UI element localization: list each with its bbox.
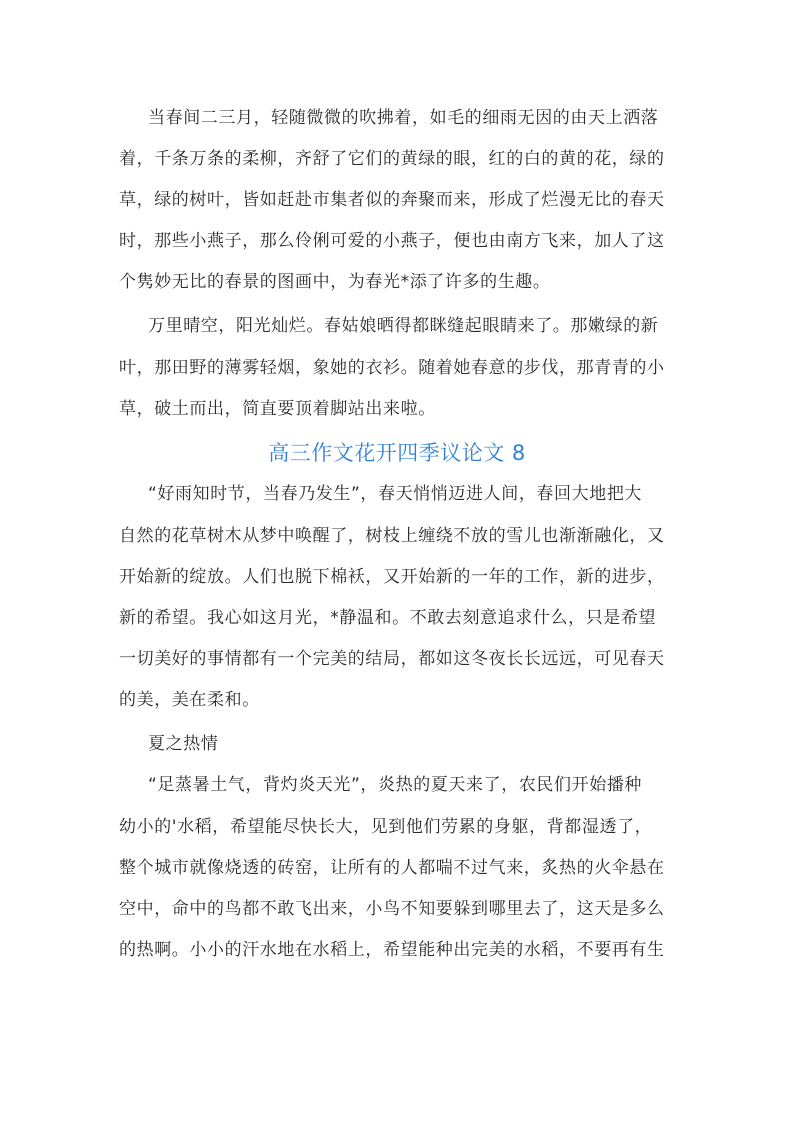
paragraph-line: 草，绿的树叶，皆如赶赴市集者似的奔聚而来，形成了烂漫无比的春天 <box>119 190 665 210</box>
paragraph-line: 幼小的'水稻，希望能尽快长大，见到他们劳累的身躯，背都湿透了， <box>119 817 653 837</box>
paragraph-line: 的热啊。小小的汗水地在水稻上，希望能种出完美的水稻，不要再有生 <box>119 940 665 960</box>
paragraph-line: “好雨知时节，当春乃发生”，春天悄悄迈进人间，春回大地把大 <box>148 484 643 504</box>
section-heading: 高三作文花开四季议论文 8 <box>268 441 526 465</box>
paragraph-line: 空中，命中的鸟都不敢飞出来，小鸟不知要躲到哪里去了，这天是多么 <box>119 899 665 919</box>
paragraph-line: 自然的花草树木从梦中唤醒了，树枝上缠绕不放的雪儿也渐渐融化，又 <box>119 526 665 546</box>
paragraph-line: 当春间二三月，轻随微微的吹拂着，如毛的细雨无因的由天上洒落 <box>148 108 659 128</box>
paragraph-line: 万里晴空，阳光灿烂。春姑娘晒得都眯缝起眼睛来了。那嫩绿的新 <box>148 316 659 336</box>
paragraph-line: 个隽妙无比的春景的图画中，为春光*添了许多的生趣。 <box>119 272 551 292</box>
paragraph-line: 新的希望。我心如这月光，*静温和。不敢去刻意追求什么，只是希望 <box>119 608 657 628</box>
paragraph-line: 时，那些小燕子，那么伶俐可爱的小燕子，便也由南方飞来，加人了这 <box>119 231 665 251</box>
paragraph-line: 草，破土而出，简直要顶着脚站出来啦。 <box>119 399 436 419</box>
paragraph-line: 开始新的绽放。人们也脱下棉袄，又开始新的一年的工作，新的进步， <box>119 567 665 587</box>
subheading: 夏之热情 <box>148 734 219 754</box>
paragraph-line: 着，千条万条的柔柳，齐舒了它们的黄绿的眼，红的白的黄的花，绿的 <box>119 149 665 169</box>
paragraph-line: 的美，美在柔和。 <box>119 690 260 710</box>
paragraph-line: “足蒸暑土气，背灼炎天光”，炎热的夏天来了，农民们开始播种 <box>148 775 643 795</box>
paragraph-line: 叶，那田野的薄雾轻烟，象她的衣衫。随着她春意的步伐，那青青的小 <box>119 358 665 378</box>
paragraph-line: 一切美好的事情都有一个完美的结局，都如这冬夜长长远远，可见春天 <box>119 649 665 669</box>
paragraph-line: 整个城市就像烧透的砖窑，让所有的人都喘不过气来，炙热的火伞悬在 <box>119 858 665 878</box>
